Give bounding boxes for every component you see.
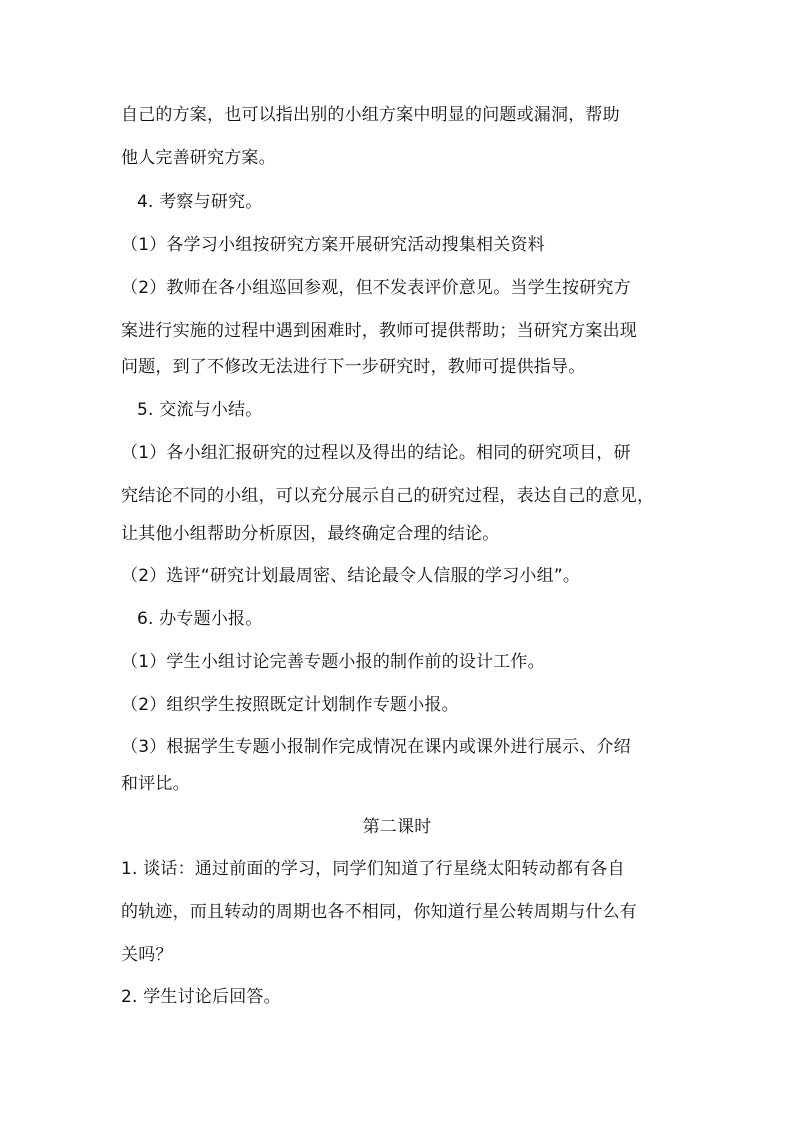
section-heading: 6. 办专题小报。 [137, 609, 263, 629]
text-line: （1）学生小组讨论完善专题小报的制作前的设计工作。 [121, 652, 545, 672]
text-line: 和评比。 [121, 774, 190, 794]
text-line: 究结论不同的小组，可以充分展示自己的研究过程，表达自己的意见， [121, 486, 655, 506]
text-line: 案进行实施的过程中遇到困难时，教师可提供帮助；当研究方案出现 [121, 321, 637, 341]
text-line: 他人完善研究方案。 [121, 148, 276, 168]
text-line: 的轨迹，而且转动的周期也各不相同，你知道行星公转周期与什么有 [121, 902, 637, 922]
text-line: 让其他小组帮助分析原因，最终确定合理的结论。 [121, 524, 500, 544]
text-line: （1）各小组汇报研究的过程以及得出的结论。相同的研究项目，研 [121, 443, 631, 463]
text-line: （2）选评“研究计划最周密、结论最令人信服的学习小组”。 [121, 566, 581, 586]
text-line: 2. 学生讨论后回答。 [121, 987, 281, 1007]
section-heading: 4. 考察与研究。 [137, 192, 263, 212]
text-line: 问题，到了不修改无法进行下一步研究时，教师可提供指导。 [121, 357, 586, 377]
text-line: （1）各学习小组按研究方案开展研究活动搜集相关资料 [121, 235, 545, 255]
section-heading: 5. 交流与小结。 [137, 400, 263, 420]
lesson-heading: 第二课时 [362, 817, 432, 837]
text-line: （3）根据学生专题小报制作完成情况在课内或课外进行展示、介绍 [121, 737, 631, 757]
text-line: 关吗？ [121, 945, 173, 965]
text-line: （2）教师在各小组巡回参观，但不发表评价意见。当学生按研究方 [121, 278, 631, 298]
text-line: 自己的方案，也可以指出别的小组方案中明显的问题或漏洞，帮助 [121, 105, 620, 125]
text-line: （2）组织学生按照既定计划制作专题小报。 [121, 695, 459, 715]
text-line: 1. 谈话：通过前面的学习，同学们知道了行星绕太阳转动都有各自 [121, 859, 625, 879]
